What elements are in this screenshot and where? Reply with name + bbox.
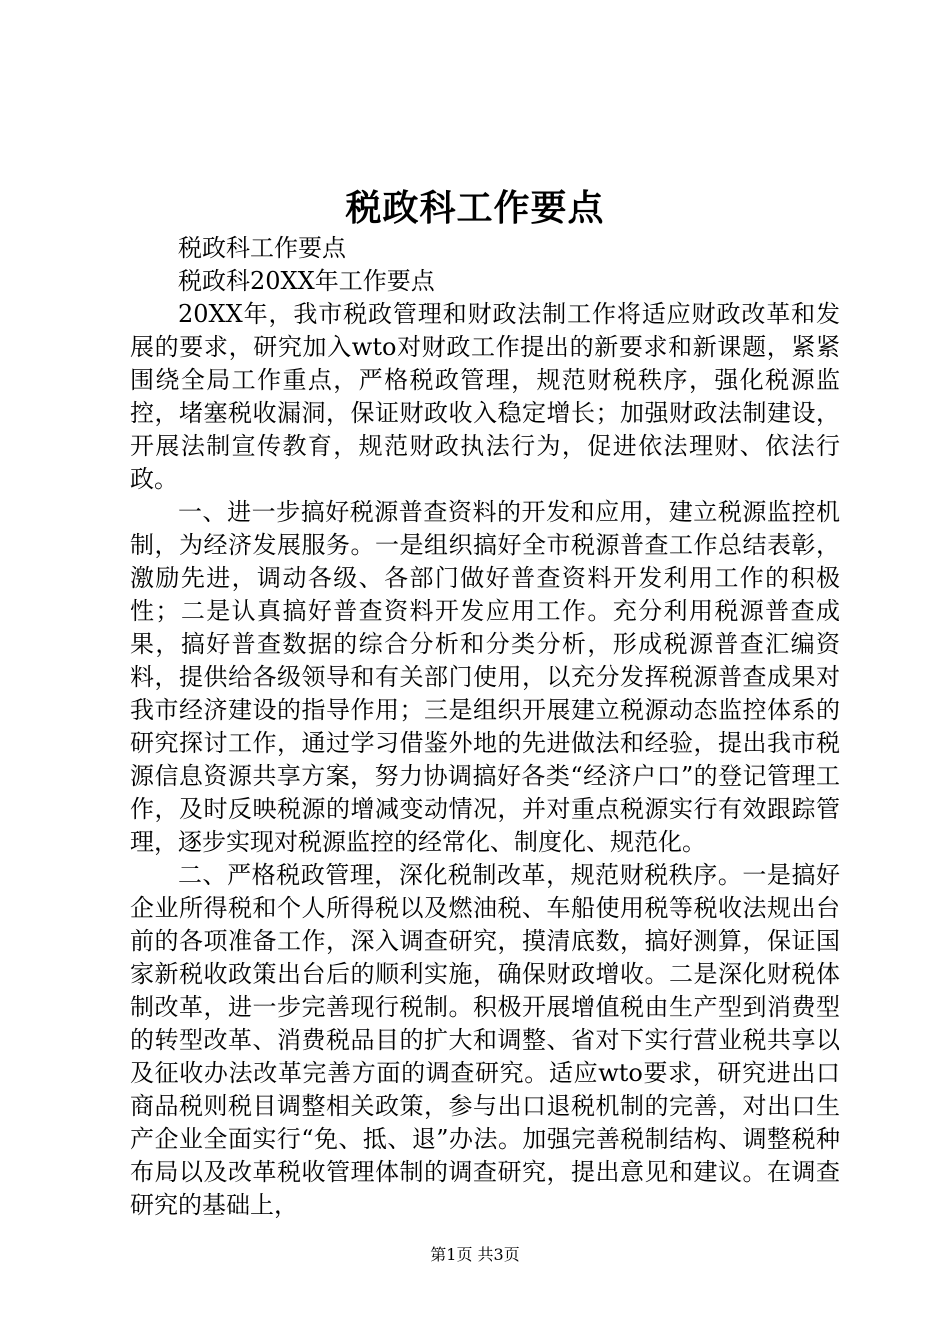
document-body bbox=[130, 232, 840, 1222]
paragraph-subtitle: 税政科工作要点 bbox=[178, 234, 346, 262]
paragraph-intro: 20XX年，我市税政管理和财政法制工作将适应财政改革和发展的要求，研究加入wto对财政工作提出的新要求和新课题，紧紧围绕全局工作重点，严格税政管理，规范财税秩序，强化税源监控，堵塞税收漏洞，保证财政收入稳定增长；加强财政法制建设，开展法制宣传教育，规范财政执法行为，促进依法理财、依法行政。 bbox=[130, 300, 840, 493]
document-title: 税政科工作要点 bbox=[345, 187, 605, 229]
paragraph-section-two: 二、严格税政管理，深化税制改革，规范财税秩序。一是搞好企业所得税和个人所得税以及燃油税、车船使用税等税收法规出台前的各项准备工作，深入调查研究，摸清底数，搞好测算，保证国家新税收政策出台后的顺利实施，确保财政增收。二是深化财税体制改革，进一步完善现行税制。积极开展增值税由生产型到消费型的转型改革、消费税品目的扩大和调整、省对下实行营业税共享以及征收办法改革完善方面的调查研究。适应wto要求，研究进出口商品税则税目调整相关政策，参与出口退税机制的完善，对出口生产企业全面实行“免、抵、退”办法。加强完善税制结构、调整税种布局以及改革税收管理体制的调查研究，提出意见和建议。在调查研究的基础上， bbox=[130, 861, 840, 1219]
paragraph-year-heading: 税政科20XX年工作要点 bbox=[178, 267, 435, 295]
page-footer: 第1页 共3页 bbox=[430, 1245, 520, 1264]
paragraph-section-one: 一、进一步搞好税源普查资料的开发和应用，建立税源监控机制，为经济发展服务。一是组织搞好全市税源普查工作总结表彰，激励先进，调动各级、各部门做好普查资料开发利用工作的积极性；二是认真搞好普查资料开发应用工作。充分利用税源普查成果，搞好普查数据的综合分析和分类分析，形成税源普查汇编资料，提供给各级领导和有关部门使用，以充分发挥税源普查成果对我市经济建设的指导作用；三是组织开展建立税源动态监控体系的研究探讨工作，通过学习借鉴外地的先进做法和经验，提出我市税源信息资源共享方案，努力协调搞好各类“经济户口”的登记管理工作，及时反映税源的增减变动情况，并对重点税源实行有效跟踪管理，逐步实现对税源监控的经常化、制度化、规范化。 bbox=[130, 498, 840, 856]
